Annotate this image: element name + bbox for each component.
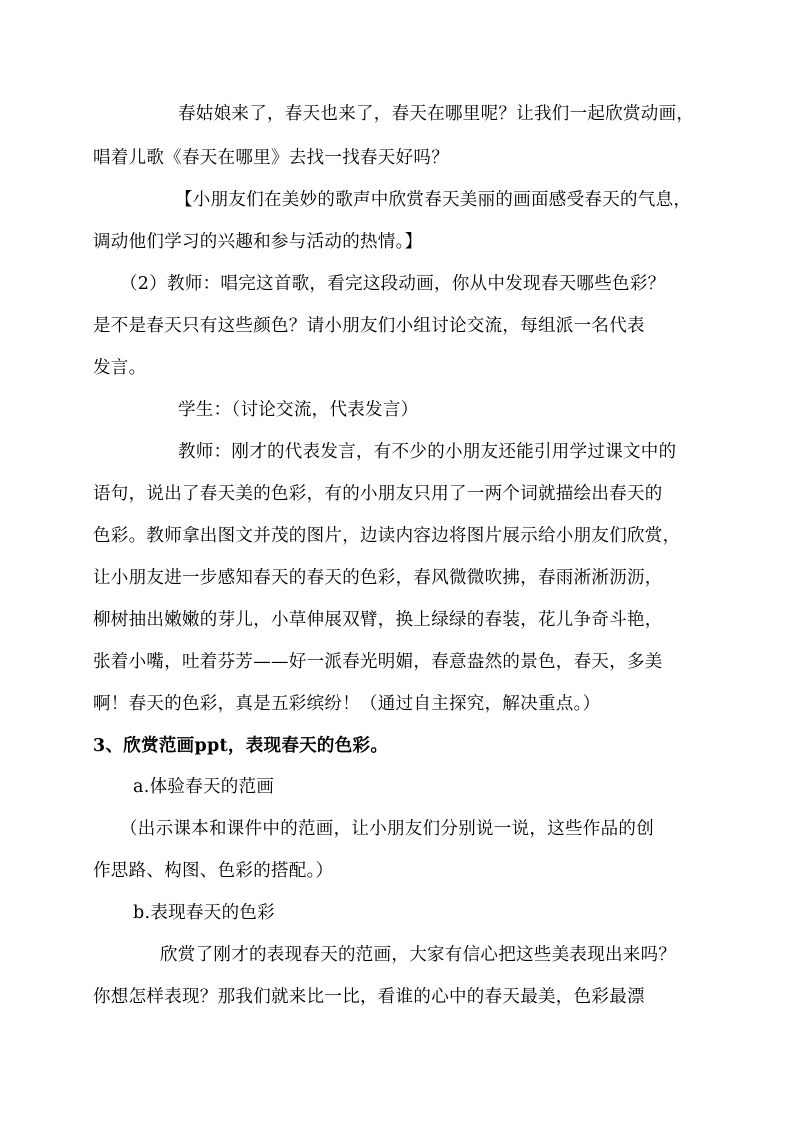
teacher-response-line-2: 语句，说出了春天美的色彩，有的小朋友只用了一两个词就描绘出春天的 [93,484,663,504]
intro-line-1: 春姑娘来了，春天也来了，春天在哪里呢？让我们一起欣赏动画， [178,104,695,124]
teacher-response-line-7: 啊！春天的色彩，真是五彩缤纷！（通过自主探究，解决重点。） [93,694,601,714]
teacher-response-line-5: 柳树抽出嫩嫩的芽儿，小草伸展双臂，换上绿绿的春装，花儿争奇斗艳， [93,610,663,630]
teacher-response-line-6: 张着小嘴，吐着芬芳——好一派春光明媚，春意盎然的景色，春天，多美 [93,652,663,672]
teacher-response-line-4: 让小朋友进一步感知春天的春天的色彩，春风微微吹拂，春雨淅淅沥沥， [93,568,663,588]
note-line-2: 调动他们学习的兴趣和参与活动的热情。】 [93,232,423,252]
intro-line-2: 唱着儿歌《春天在哪里》去找一找春天好吗？ [93,148,449,168]
teacher-response-line-1: 教师：刚才的代表发言，有不少的小朋友还能引用学过课文中的 [178,442,677,462]
sub-a-line-1: （出示课本和课件中的范画，让小朋友们分别说一说，这些作品的创 [120,819,654,839]
sub-a-title: a.体验春天的范画 [133,777,275,797]
teacher-question-line-1: （2）教师：唱完这首歌，看完这段动画，你从中发现春天哪些色彩？ [120,274,666,294]
section-3-heading: 3、欣赏范画ppt，表现春天的色彩。 [93,736,389,756]
teacher-question-line-3: 发言。 [93,358,147,378]
teacher-question-line-2: 是不是春天只有这些颜色？请小朋友们小组讨论交流，每组派一名代表 [93,316,645,336]
teacher-response-line-3: 色彩。教师拿出图文并茂的图片，边读内容边将图片展示给小朋友们欣赏， [93,526,681,546]
sub-b-title: b.表现春天的色彩 [133,903,275,923]
sub-b-line-2: 你想怎样表现？那我们就来比一比，看谁的心中的春天最美，色彩最漂 [93,987,645,1007]
note-line-1: 【小朋友们在美妙的歌声中欣赏春天美丽的画面感受春天的气息， [175,190,692,210]
sub-a-line-2: 作思路、构图、色彩的搭配。） [93,861,334,881]
sub-b-line-1: 欣赏了刚才的表现春天的范画，大家有信心把这些美表现出来吗？ [160,945,677,965]
student-line-1: 学生：（讨论交流，代表发言） [178,400,419,420]
